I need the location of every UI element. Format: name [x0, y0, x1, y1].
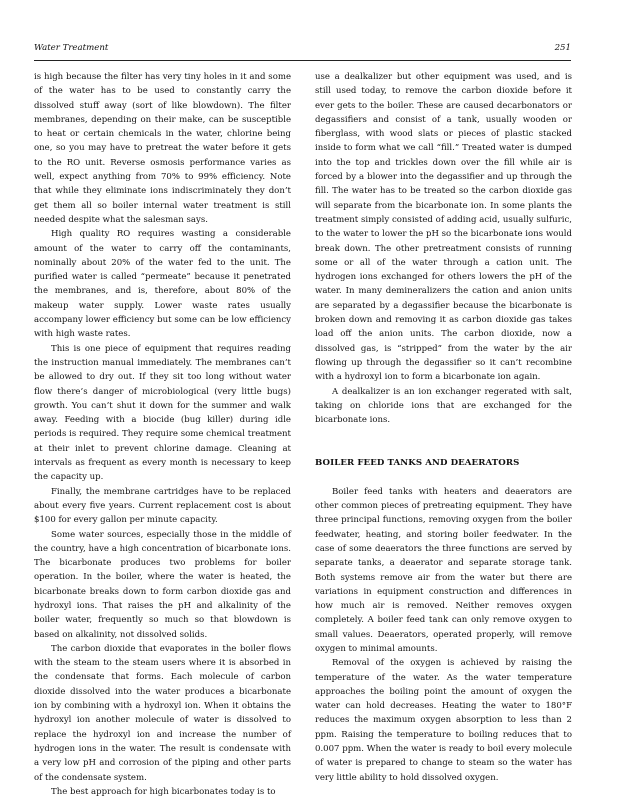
running-header: [34, 42, 571, 61]
running-title: Water Treatment: [34, 43, 109, 53]
paragraph: The carbon dioxide that evaporates in the boiler flows with the steam to the steam users where it is absorbed in the condensate that forms. Each molecule of carbon dioxide dissolved into the water produces a bicarbonate ion by combining with a hydroxyl ion. When it obtains the hydroxyl ion another molecule of water is dissolved to replace the hydroxyl ion and increase the number of hydrogen ions in the water. The result is condensate with a very low pH and corrosion of the piping and other parts of the condensate system.: [34, 643, 291, 783]
paragraph: The best approach for high bicarbonates today is to: [51, 786, 276, 797]
right-column: [315, 70, 572, 785]
paragraph: This is one piece of equipment that requires reading the instruction manual immediately. The membranes can’t be allowed to dry out. If they sit too long without water flow there’s danger of microbiological (very little bugs) growth. You can’t shut it down for the summer and walk away. Feeding with a biocide (bug killer) during idle periods is required. They require some chemical treatment at their inlet to prevent chlorine damage. Cleaning at intervals as frequent as every month is necessary to keep the capacity up.: [34, 343, 291, 483]
spacer: [315, 427, 572, 456]
paragraph: A dealkalizer is an ion exchanger regerated with salt, taking on chloride ions that are exchanged for the bicarbonate ions.: [315, 386, 572, 426]
paragraph: Boiler feed tanks with heaters and deaerators are other common pieces of pretreating equipment. They have three principal functions, removing oxygen from the boiler feedwater, heating, and storing boiler feedwater. In the case of some deaerators the three functions are served by separate tanks, a deaerator and separate storage tank. Both systems remove air from the water but there are variations in equipment construction and differences in how much air is removed. Neither removes oxygen completely. A boiler feed tank can only remove oxygen to small values. Deaerators, operated properly, will remove oxygen to minimal amounts.: [315, 486, 572, 654]
page-number: 251: [554, 43, 571, 53]
paragraph: High quality RO requires wasting a considerable amount of the water to carry off the contaminants, nominally about 20% of the water fed to the unit. The purified water is called “permeate” because it penetrated the membranes, and is, therefore, about 80% of the makeup water supply. Lower waste rates usually accompany lower efficiency but some can be low efficiency with high waste rates.: [34, 229, 291, 340]
spacer: [315, 471, 572, 485]
paragraph: use a dealkalizer but other equipment was used, and is still used today, to remove the carbon dioxide before it ever gets to the boiler. These are caused decarbonators or degassifiers and consist of a tank, usually wooden or fiberglass, with wood slats or pieces of plastic stacked inside to form what we call “fill.” Treated water is dumped into the top and trickles down over the fill while air is forced by a blower into the degassifier and up through the fill. The water has to be treated so the carbon dioxide gas will separate from the bicarbonate ion. In some plants the treatment simply consisted of adding acid, usually sulfuric, to the water to lower the pH so the bicarbonate ions would break down. The other pretreatment consists of running some or all of the water through a cation unit. The hydrogen ions exchanged for others lowers the pH of the water. In many demineralizers the cation and anion units are separated by a degassifier because the bicarbonate is broken down and removing it as carbon dioxide gas takes load off the anion units. The carbon dioxide, now a dissolved gas, is “stripped” from the water by the air flowing up through the degassifier so it can’t recombine with a hydroxyl ion to form a bicarbonate ion again.: [315, 72, 572, 383]
section-heading: BOILER FEED TANKS AND DEAERATORS: [315, 458, 520, 469]
paragraph: Removal of the oxygen is achieved by raising the temperature of the water. As the water temperature approaches the boiling point the amount of oxygen the water can hold decreases. Heating the water to 180°F reduces the maximum oxygen absorption to less than 2 ppm. Raising the temperature to boiling reduces that to 0.007 ppm. When the water is ready to boil every molecule of water is prepared to change to steam so the water has very little ability to hold dissolved oxygen.: [315, 658, 572, 783]
left-column: [34, 70, 291, 799]
paragraph: Finally, the membrane cartridges have to be replaced about every five years. Current replacement cost is about $100 for every gallon per minute capacity.: [34, 486, 291, 526]
paragraph: Some water sources, especially those in the middle of the country, have a high concentration of bicarbonate ions. The bicarbonate produces two problems for boiler operation. In the boiler, where the water is heated, the bicarbonate breaks down to form carbon dioxide gas and hydroxyl ions. That raises the pH and alkalinity of the boiler water, frequently so much so that blowdown is based on alkalinity, not dissolved solids.: [34, 529, 291, 640]
paragraph: is high because the filter has very tiny holes in it and some of the water has to be used to constantly carry the dissolved stuff away (sort of like blowdown). The filter membranes, depending on their make, can be susceptible to heat or certain chemicals in the water, chlorine being one, so you may have to pretreat the water before it gets to the RO unit. Reverse osmosis performance varies as well, expect anything from 70% to 99% efficiency. Note that while they eliminate ions indiscriminately they don’t get them all so boiler internal water treatment is still needed despite what the salesman says.: [34, 72, 291, 225]
